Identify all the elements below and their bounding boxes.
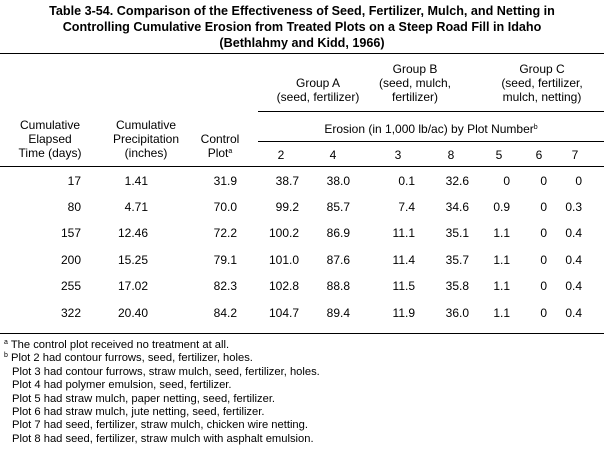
table-cell: 89.4 — [326, 306, 350, 320]
table-cell: 38.0 — [326, 174, 350, 188]
group-c-desc-2: mulch, netting) — [502, 90, 582, 104]
table-cell: 100.2 — [268, 226, 299, 240]
title-line-3: (Bethlahmy and Kidd, 1966) — [219, 36, 385, 50]
table-cell: 82.3 — [213, 279, 237, 293]
table-cell: 102.8 — [268, 279, 299, 293]
table-cell: 0 — [540, 279, 547, 293]
table-cell: 15.25 — [117, 253, 148, 267]
group-b-desc-2: fertilizer) — [391, 90, 438, 104]
table-cell: 322 — [60, 306, 81, 320]
footnote-b-line: Plot 5 had straw mulch, paper netting, seed, fertilizer. — [12, 392, 276, 405]
erosion-header-label: Erosion (in 1,000 lb/ac) by Plot Number — [324, 122, 534, 136]
plot-number-header: 4 — [329, 148, 337, 162]
erosion-rule — [258, 141, 604, 142]
table-cell: 1.1 — [493, 253, 510, 267]
time-header-line-2: Elapsed — [28, 132, 72, 146]
table-cell: 17 — [67, 174, 81, 188]
table-cell: 0 — [540, 253, 547, 267]
footnote-b-line: Plot 4 had polymer emulsion, seed, fertilizer. — [12, 379, 232, 392]
table-cell: 157 — [60, 226, 81, 240]
table-cell: 31.9 — [213, 174, 237, 188]
table-cell: 11.4 — [392, 253, 415, 267]
table-cell: 0.9 — [493, 200, 510, 214]
table-cell: 0 — [575, 174, 582, 188]
footnote-b-line: Plot 8 had seed, fertilizer, straw mulch with asphalt emulsion. — [12, 432, 314, 445]
table-cell: 0.4 — [565, 253, 582, 267]
group-b-name: Group B — [392, 62, 438, 76]
time-header — [0, 118, 100, 160]
table-cell: 84.2 — [213, 306, 237, 320]
plot-number-header: 6 — [535, 148, 543, 162]
footnote-a — [4, 339, 320, 352]
group-b-header — [375, 62, 455, 104]
group-c-desc-1: (seed, fertilizer, — [501, 76, 583, 90]
table-cell: 0.3 — [565, 200, 582, 214]
table-cell: 11.9 — [392, 306, 415, 320]
precip-header-line-2: Precipitation — [112, 132, 180, 146]
group-c-header — [480, 62, 604, 104]
table-cell: 11.5 — [392, 279, 415, 293]
footnote-b-line: Plot 3 had contour furrows, straw mulch, seed, fertilizer, holes. — [12, 365, 320, 378]
bottom-rule — [0, 333, 604, 334]
group-a-name: Group A — [295, 76, 341, 90]
title-line-1: Table 3-54. Comparison of the Effectiveness of Seed, Fertilizer, Mulch, and Netting in — [49, 4, 555, 18]
footnotes — [4, 339, 320, 446]
table-cell: 87.6 — [326, 253, 350, 267]
table-cell: 0.4 — [565, 306, 582, 320]
table-cell: 0 — [540, 200, 547, 214]
time-header-line-3: Time (days) — [18, 146, 82, 160]
plot-number-header: 8 — [447, 148, 455, 162]
table-cell: 36.0 — [445, 306, 469, 320]
group-rule — [258, 111, 604, 112]
table-cell: 1.1 — [493, 279, 510, 293]
erosion-footnote-mark: b — [533, 124, 538, 131]
precip-header-line-1: Cumulative — [115, 118, 177, 132]
table-cell: 4.71 — [124, 200, 148, 214]
table-cell: 1.1 — [493, 226, 510, 240]
table-cell: 0 — [540, 226, 547, 240]
control-header — [190, 132, 250, 160]
table-cell: 0.4 — [565, 226, 582, 240]
precip-header — [96, 118, 196, 160]
table-cell: 34.6 — [445, 200, 469, 214]
table-cell: 101.0 — [268, 253, 299, 267]
footnote-b-line: Plot 7 had seed, fertilizer, straw mulch, chicken wire netting. — [12, 419, 308, 432]
table-cell: 0.4 — [565, 279, 582, 293]
group-c-name: Group C — [519, 62, 565, 76]
plot-number-header: 2 — [277, 148, 285, 162]
table-cell: 20.40 — [117, 306, 148, 320]
footnote-a-text: The control plot received no treatment at all. — [10, 339, 230, 351]
table-cell: 79.1 — [213, 253, 237, 267]
table-cell: 35.8 — [445, 279, 469, 293]
table-title — [0, 3, 604, 51]
group-a-header — [258, 76, 378, 104]
table-cell: 85.7 — [326, 200, 350, 214]
time-header-line-1: Cumulative — [19, 118, 81, 132]
table-cell: 80 — [67, 200, 81, 214]
table-cell: 35.1 — [445, 226, 469, 240]
table-cell: 86.9 — [326, 226, 350, 240]
table-cell: 35.7 — [445, 253, 469, 267]
footnote-b-mark: b — [4, 352, 8, 360]
plot-number-header: 3 — [394, 148, 402, 162]
table-cell: 88.8 — [326, 279, 350, 293]
table-cell: 0 — [503, 174, 510, 188]
footnote-a-mark: a — [4, 339, 8, 346]
table-cell: 38.7 — [275, 174, 299, 188]
table-cell: 0 — [540, 174, 547, 188]
header-rule — [0, 166, 604, 167]
table-cell: 11.1 — [392, 226, 415, 240]
top-rule — [0, 53, 604, 54]
table-cell: 104.7 — [268, 306, 299, 320]
group-a-desc: (seed, fertilizer) — [276, 90, 360, 104]
footnote-b-line: Plot 6 had straw mulch, jute netting, seed, fertilizer. — [12, 406, 265, 419]
precip-header-line-3: (inches) — [124, 146, 168, 160]
table-cell: 255 — [60, 279, 81, 293]
control-header-label: Plot — [207, 146, 229, 160]
control-header-line-1: Control — [200, 132, 240, 146]
plot-number-header: 5 — [495, 148, 503, 162]
table-cell: 1.1 — [493, 306, 510, 320]
footnote-b-first — [4, 352, 320, 365]
table-cell: 32.6 — [445, 174, 469, 188]
table-cell: 0.1 — [398, 174, 415, 188]
title-line-2: Controlling Cumulative Erosion from Treated Plots on a Steep Road Fill in Idaho — [62, 20, 542, 34]
footnote-b-text: Plot 2 had contour furrows, seed, fertilizer, holes. — [11, 352, 253, 365]
table-cell: 72.2 — [213, 226, 237, 240]
table-cell: 12.46 — [117, 226, 148, 240]
control-header-line-2 — [190, 146, 250, 160]
table-cell: 17.02 — [117, 279, 148, 293]
erosion-header — [258, 122, 604, 136]
table-cell: 0 — [540, 306, 547, 320]
plot-number-header: 7 — [571, 148, 579, 162]
table-cell: 70.0 — [213, 200, 237, 214]
group-b-desc-1: (seed, mulch, — [378, 76, 452, 90]
table-cell: 200 — [60, 253, 81, 267]
table-cell: 7.4 — [398, 200, 415, 214]
table-cell: 1.41 — [124, 174, 148, 188]
table-cell: 99.2 — [275, 200, 299, 214]
control-footnote-mark: a — [228, 148, 233, 155]
